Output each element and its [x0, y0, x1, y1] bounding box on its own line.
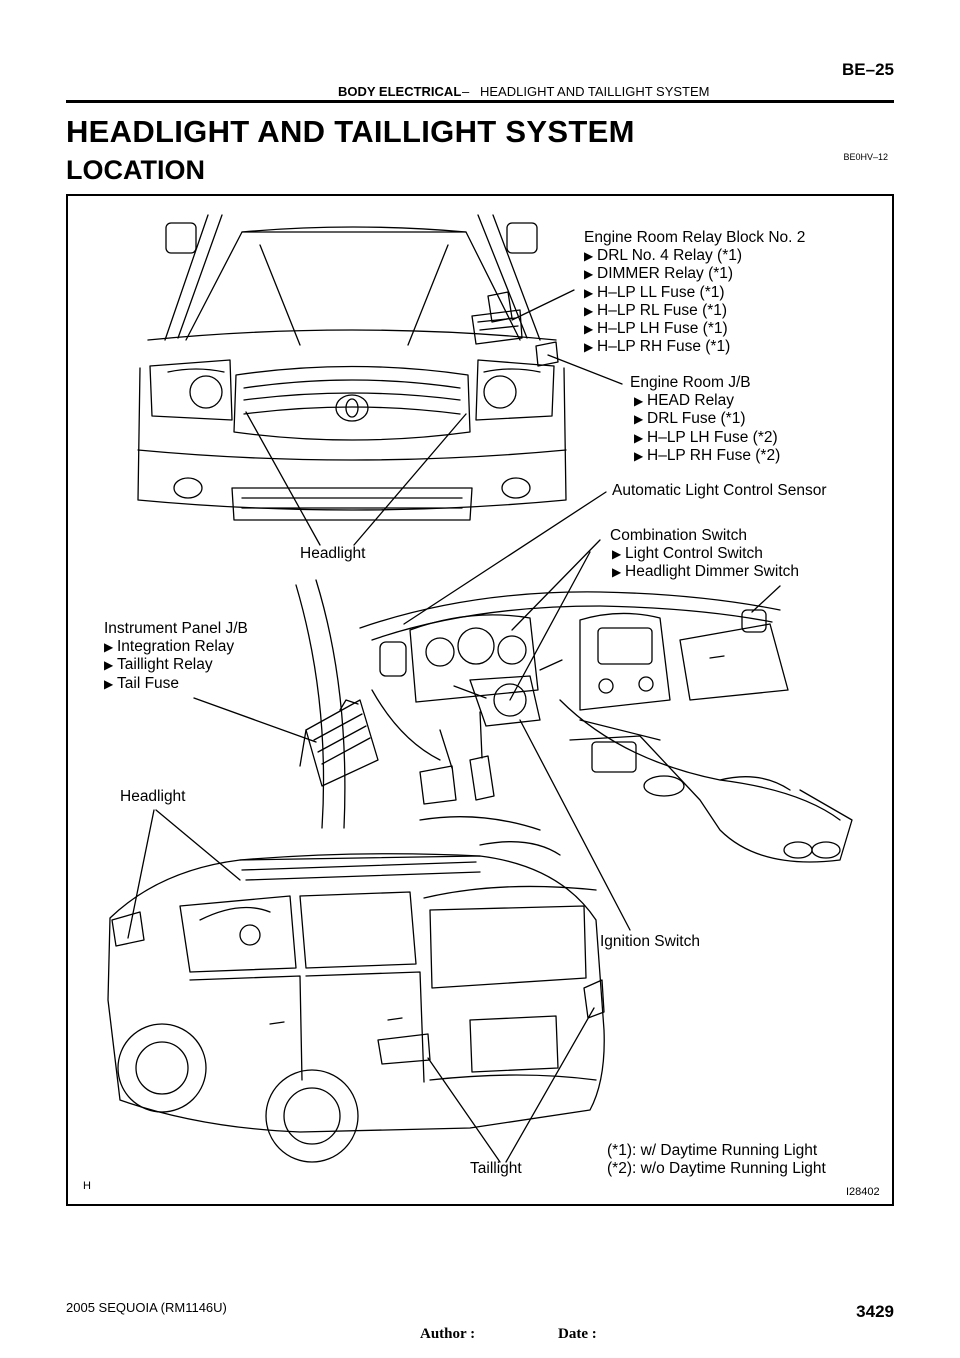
corner-h: H [83, 1180, 91, 1192]
bullet-icon: ▶ [104, 658, 114, 673]
bullet-icon: ▶ [634, 430, 644, 445]
bullet-icon: ▶ [104, 640, 114, 655]
ip-jb-title: Instrument Panel J/B [104, 620, 248, 637]
page-title: HEADLIGHT AND TAILLIGHT SYSTEM [66, 114, 635, 149]
taillight-label: Taillight [470, 1160, 522, 1177]
footer-date: Date : [558, 1326, 597, 1342]
relay-block-title: Engine Room Relay Block No. 2 [584, 229, 806, 246]
figure-id: I28402 [846, 1186, 880, 1198]
ref-code: BE0HV–12 [843, 152, 888, 162]
dashboard-drawing [296, 580, 852, 862]
jb-item: ▶ DRL Fuse (*1) [634, 410, 746, 428]
jb-title: Engine Room J/B [630, 374, 751, 391]
bullet-icon: ▶ [612, 547, 622, 562]
footer-author: Author : [420, 1326, 476, 1342]
jb-item: ▶ H–LP LH Fuse (*2) [634, 428, 778, 446]
bullet-icon: ▶ [584, 303, 594, 318]
bullet-icon: ▶ [584, 249, 594, 264]
bullet-icon: ▶ [584, 322, 594, 337]
header-dash: – [462, 84, 470, 99]
footer-page-number: 3429 [856, 1302, 894, 1321]
bullet-icon: ▶ [584, 340, 594, 355]
bullet-icon: ▶ [584, 285, 594, 300]
bullet-icon: ▶ [634, 448, 644, 463]
note-2: (*2): w/o Daytime Running Light [607, 1160, 826, 1178]
header-subsection: HEADLIGHT AND TAILLIGHT SYSTEM [480, 84, 710, 99]
section-title: LOCATION [66, 155, 205, 185]
bullet-icon: ▶ [584, 267, 594, 282]
instrument-panel-jb-label [104, 620, 248, 693]
jb-item: ▶ HEAD Relay [634, 392, 734, 410]
notes [607, 1142, 826, 1178]
relay-block-item: ▶ DIMMER Relay (*1) [584, 265, 734, 283]
engine-room-jb-label [630, 374, 780, 465]
bullet-icon: ▶ [634, 412, 644, 427]
relay-block-item: ▶ H–LP LL Fuse (*1) [584, 283, 725, 301]
front-vehicle-drawing [138, 215, 566, 520]
rear-vehicle-drawing [108, 854, 604, 1162]
relay-block-item: ▶ H–LP LH Fuse (*1) [584, 320, 728, 338]
headlight-rear-label: Headlight [120, 788, 186, 805]
page-code: BE–25 [842, 60, 894, 79]
relay-block-item: ▶ H–LP RH Fuse (*1) [584, 338, 731, 356]
jb-item: ▶ H–LP RH Fuse (*2) [634, 446, 781, 464]
ip-jb-item: ▶ Integration Relay [104, 638, 235, 656]
header-section: BODY ELECTRICAL [338, 84, 462, 99]
bullet-icon: ▶ [104, 676, 114, 691]
ip-jb-item: ▶ Tail Fuse [104, 674, 180, 692]
bullet-icon: ▶ [634, 394, 644, 409]
combo-item: ▶ Headlight Dimmer Switch [612, 563, 799, 581]
ip-jb-item: ▶ Taillight Relay [104, 656, 213, 674]
ignition-switch-label: Ignition Switch [600, 933, 700, 950]
relay-block-item: ▶ DRL No. 4 Relay (*1) [584, 247, 743, 265]
combo-title: Combination Switch [610, 527, 747, 544]
footer-model: 2005 SEQUOIA (RM1146U) [66, 1300, 227, 1315]
note-1: (*1): w/ Daytime Running Light [607, 1142, 818, 1159]
combo-item: ▶ Light Control Switch [612, 545, 763, 563]
engine-room-relay-block-label [584, 229, 805, 356]
auto-light-sensor-label: Automatic Light Control Sensor [612, 482, 827, 499]
relay-block-item: ▶ H–LP RL Fuse (*1) [584, 301, 728, 319]
bullet-icon: ▶ [612, 565, 622, 580]
combination-switch-label [610, 527, 799, 582]
headlight-front-label: Headlight [300, 545, 366, 562]
